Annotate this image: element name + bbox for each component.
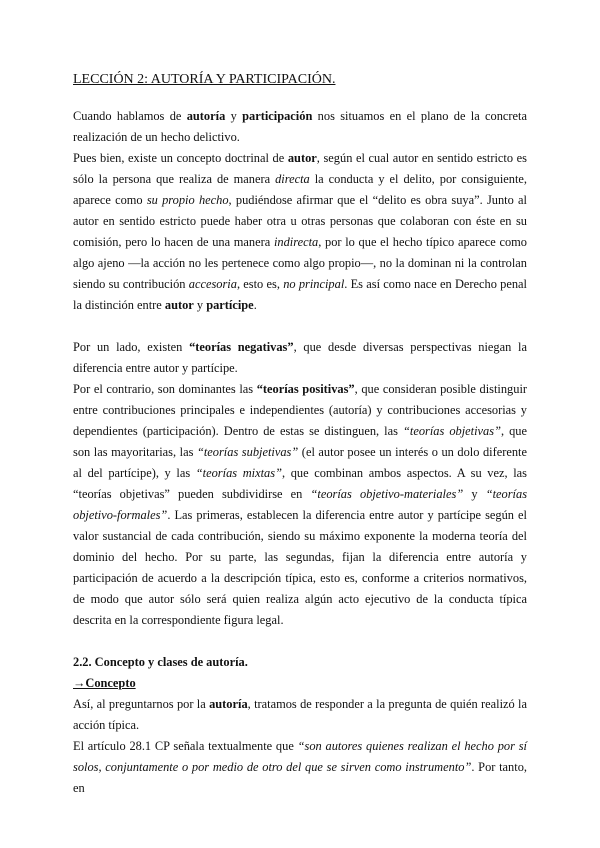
text-run: , que consideran posible distinguir entre contribuciones principales e independientes (autoría) y contribuciones accesorias y dependientes (participación). Dentro de estas se distinguen, las xyxy=(73,382,528,438)
paragraph-autor-concept xyxy=(73,148,527,316)
text-run: , pudiéndose afirmar que el “delito es obra suya”. Junto al autor en sentido estricto puede haber otra u otras personas que colaboran con éste en su comisión, pero lo hacen de una manera xyxy=(73,193,527,249)
text-run: nos situamos en el plano de la concreta realización de un hecho delictivo. xyxy=(73,109,528,144)
paragraph-intro xyxy=(73,106,527,148)
bold-term: autoría xyxy=(209,697,248,711)
text-run: , por lo que el hecho típico aparece como algo ajeno —la acción no les pertenece como algo propio—, no la dominan ni la controlan siendo su contribución xyxy=(73,235,527,291)
text-run: la conducta y el delito, por consiguiente, aparece como xyxy=(73,172,527,207)
italic-term: “son autores quienes realizan el hecho por sí solos, conjuntamente o por medio de otro del que se sirven como instrumento” xyxy=(73,739,527,774)
text-run: , que son las mayoritarias, las xyxy=(73,424,527,459)
text-run: . Las primeras, establecen la diferencia entre autor y partícipe según el valor sustancial de cada contribución, siendo su máximo exponente la moderna teoría del dominio del hecho. Por su parte, las segundas, fijan la diferencia entre autoría y participación de acuerdo a la descripción típica, esto es, conforme a criterios normativos, de modo que autor sólo será quien realiza algún acto ejecutivo de la conducta típica descrita en la correspondiente figura legal. xyxy=(73,508,527,627)
italic-term: su propio hecho xyxy=(146,193,229,207)
text-run: , que desde diversas perspectivas niegan la diferencia entre autor y partícipe. xyxy=(73,340,527,375)
paragraph-negative-theories xyxy=(73,337,527,379)
bold-term: partícipe xyxy=(206,298,254,312)
italic-term: “teorías objetivas” xyxy=(402,424,501,438)
bold-term: participación xyxy=(242,109,313,123)
text-run: , esto es, xyxy=(236,277,284,291)
text-run: , según el cual autor en sentido estricto es sólo la persona que realiza de manera xyxy=(73,151,527,186)
paragraph-positive-theories xyxy=(73,379,527,631)
text-run: y xyxy=(225,109,243,123)
text-run: y xyxy=(463,487,486,501)
text-run: Por un lado, existen xyxy=(73,340,190,354)
text-run: . Es así como nace en Derecho penal la distinción entre xyxy=(73,277,528,312)
paragraph-autoria-question xyxy=(73,694,527,736)
text-run: , tratamos de responder a la pregunta de quién realizó la acción típica. xyxy=(73,697,527,732)
text-run: y xyxy=(193,298,207,312)
text-run: (el autor posee un interés o un dolo diferente al del partícipe), y las xyxy=(73,445,527,480)
section-heading: 2.2. Concepto y clases de autoría. xyxy=(73,655,248,669)
text-run: Por el contrario, son dominantes las xyxy=(73,382,257,396)
italic-term: “teorías objetivo-formales” xyxy=(73,487,528,522)
bold-term: “teorías negativas” xyxy=(189,340,294,354)
bold-term: “teorías positivas” xyxy=(256,382,355,396)
bold-term: autoría xyxy=(186,109,226,123)
page-title: LECCIÓN 2: AUTORÍA Y PARTICIPACIÓN. xyxy=(73,72,336,87)
text-run: Así, al preguntarnos por la xyxy=(73,697,210,711)
text-run: Pues bien, existe un concepto doctrinal de xyxy=(73,151,288,165)
document-page xyxy=(73,70,527,799)
text-run: Cuando hablamos de xyxy=(73,109,187,123)
bold-term: autor xyxy=(164,298,194,312)
italic-term: accesoria xyxy=(188,277,237,291)
italic-term: directa xyxy=(275,172,310,186)
text-run: . Por tanto, en xyxy=(73,760,527,795)
italic-term: “teorías objetivo-materiales” xyxy=(310,487,464,501)
subsection-heading: →Concepto xyxy=(73,676,136,690)
italic-term: indirecta xyxy=(273,235,319,249)
bold-term: autor xyxy=(287,151,317,165)
paragraph-article-28 xyxy=(73,736,527,799)
text-run: . xyxy=(253,298,257,312)
italic-term: no principal xyxy=(283,277,345,291)
text-run: El artículo 28.1 CP señala textualmente que xyxy=(73,739,298,753)
italic-term: “teorías subjetivas” xyxy=(196,445,299,459)
italic-term: “teorías mixtas” xyxy=(195,466,282,480)
text-run: , que combinan ambos aspectos. A su vez, las “teorías objetivas” pueden subdividirse en xyxy=(73,466,527,501)
